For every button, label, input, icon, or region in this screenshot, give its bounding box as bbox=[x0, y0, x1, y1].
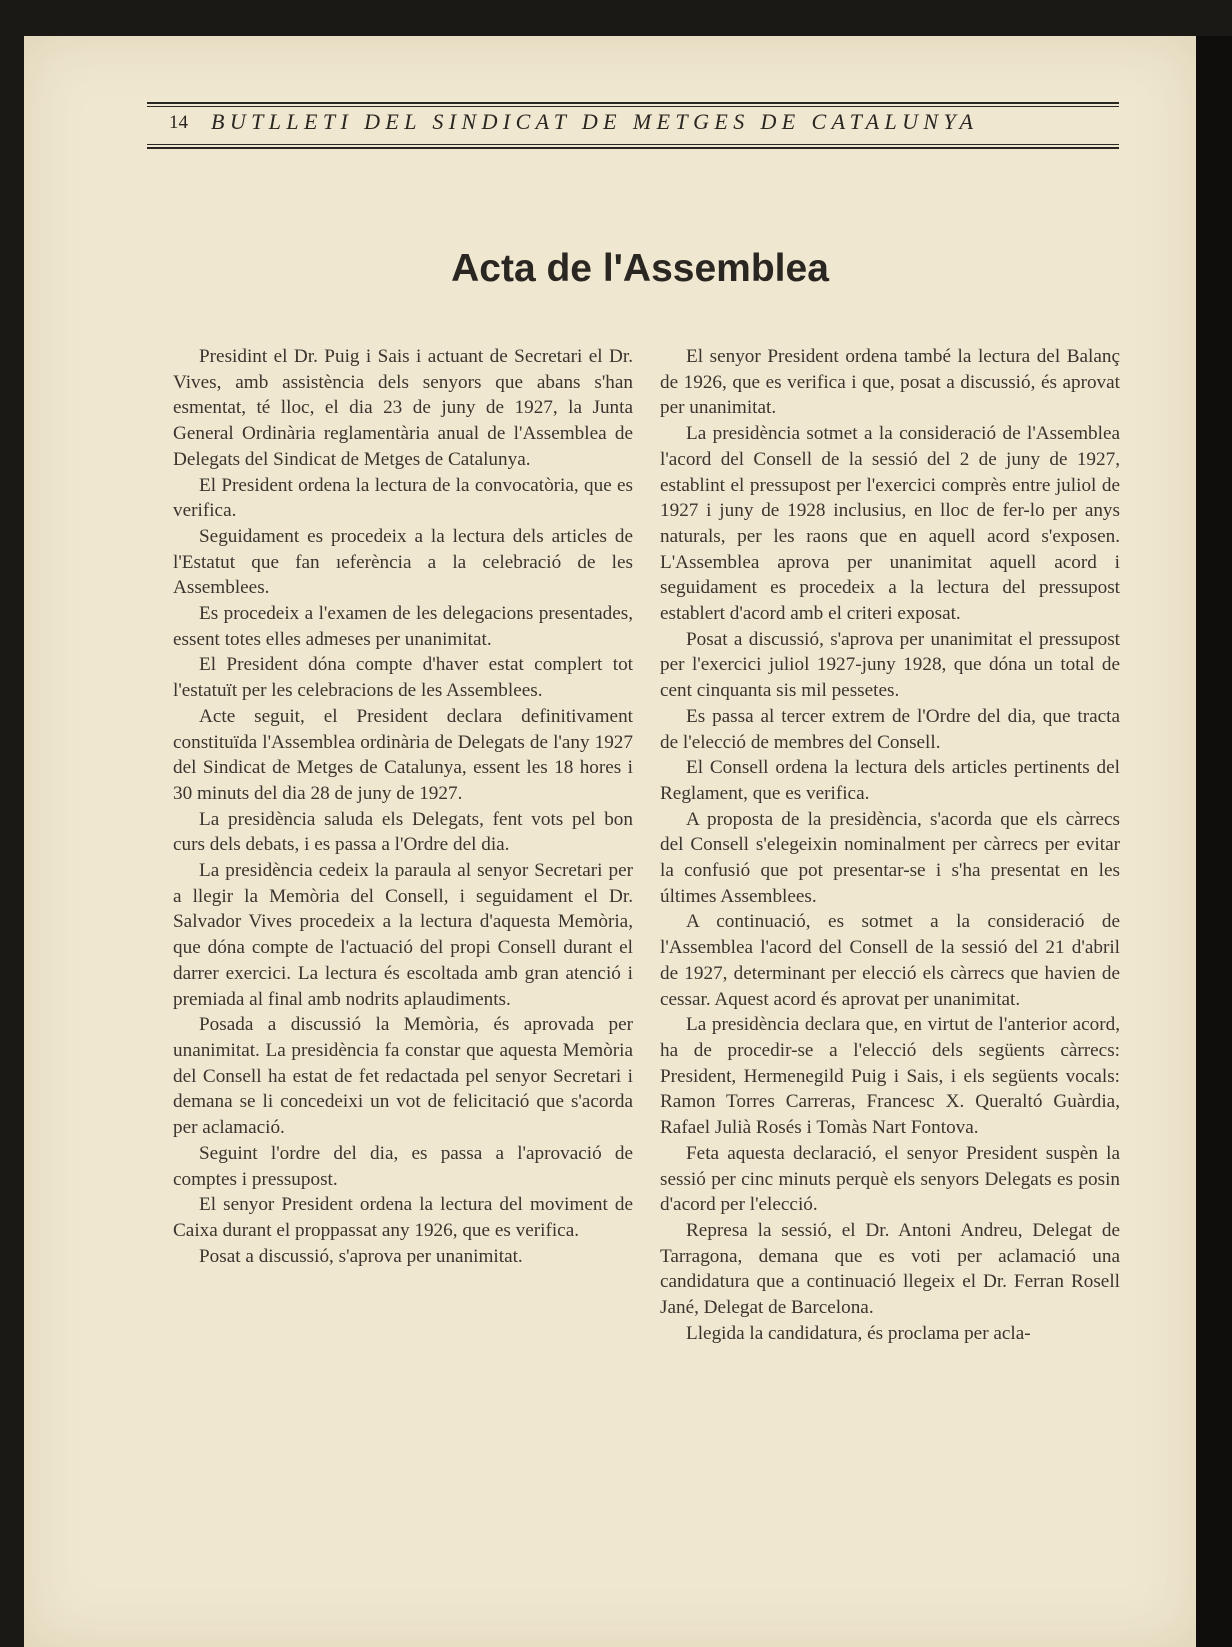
paragraph: Seguidament es procedeix a la lectura dels articles de l'Estatut que fan ıeferència a la celebració de les Assemblees. bbox=[173, 525, 633, 599]
paragraph: La presidència cedeix la paraula al senyor Secretari per a llegir la Memòria del Consell, i seguidament el Dr. Salvador Vives procedeix a la lectura d'aquesta Memòria, que dóna compte de l'actuació del propi Consell durant el darrer exercici. La lectura és escoltada amb gran atenció i premiada al final amb nodrits aplaudiments. bbox=[173, 860, 633, 1010]
paragraph: Posada a discussió la Memòria, és aprovada per unanimitat. La presidència fa constar que aquesta Memòria del Consell ha estat de fet redactada pel senyor Secretari i demana se li concedeixi un vot de felicitació que s'acorda per aclamació. bbox=[173, 1014, 633, 1139]
left-column bbox=[173, 344, 633, 1269]
paragraph: Posat a discussió, s'aprova per unanimitat el pressupost per l'exercici juliol 1927-juny 1928, que dóna un total de cent cinquanta sis mil pessetes. bbox=[660, 628, 1120, 702]
paragraph: Llegida la candidatura, és proclama per acla- bbox=[686, 1322, 1031, 1344]
paragraph: El senyor President ordena també la lectura del Balanç de 1926, que es verifica i que, posat a discussió, és aprovat per unanimitat. bbox=[660, 346, 1120, 419]
paragraph: La presidència sotmet a la consideració de l'Assemblea l'acord del Consell de la sessió del 2 de juny de 1927, establint el pressupost per l'exercici comprès entre juliol de 1927 i juny de 1928 inclusius, en lloc de fer-lo per anys naturals, per les raons que en aquell acord s'exposen. L'Assemblea aprova per unanimitat aquell acord i seguidament es procedeix a la lectura del pressupost establert d'acord amb el criteri exposat. bbox=[660, 423, 1120, 625]
right-column bbox=[660, 344, 1120, 1346]
paragraph: El President ordena la lectura de la convocatòria, que es verifica. bbox=[173, 474, 633, 522]
header-rule-top bbox=[147, 102, 1119, 104]
paragraph: A continuació, es sotmet a la consideració de l'Assemblea l'acord del Consell de la sessió del 21 d'abril de 1927, determinant per elecció els càrrecs que havien de cessar. Aquest acord és aprovat per unanimitat. bbox=[660, 911, 1120, 1010]
page-edge-shadow bbox=[1196, 36, 1232, 1647]
paragraph: El President dóna compte d'haver estat complert tot l'estatuït per les celebracions de les Assemblees. bbox=[173, 654, 633, 702]
article-title: Acta de l'Assemblea bbox=[451, 247, 829, 290]
paragraph: Seguint l'ordre del dia, es passa a l'aprovació de comptes i pressupost. bbox=[173, 1142, 633, 1190]
paragraph: La presidència saluda els Delegats, fent vots pel bon curs dels debats, i es passa a l'Ordre del dia. bbox=[173, 808, 633, 856]
paragraph: Es passa al tercer extrem de l'Ordre del dia, que tracta de l'elecció de membres del Consell. bbox=[660, 705, 1120, 753]
paragraph: Posat a discussió, s'aprova per unanimitat. bbox=[199, 1245, 523, 1267]
page-number: 14 bbox=[169, 112, 188, 133]
header-rule-bottom bbox=[147, 147, 1119, 149]
running-header bbox=[147, 62, 1119, 132]
paragraph: Acte seguit, el President declara definitivament constituïda l'Assemblea ordinària de Delegats de l'any 1927 del Sindicat de Metges de Catalunya, essent les 18 hores i 30 minuts del dia 28 de juny de 1927. bbox=[173, 705, 633, 804]
paragraph: A proposta de la presidència, s'acorda que els càrrecs del Consell s'elegeixin nominalment per càrrecs per evitar la confusió que pot presentar-se i s'ha presentat en les últimes Assemblees. bbox=[660, 808, 1120, 907]
paragraph: Feta aquesta declaració, el senyor President suspèn la sessió per cinc minuts perquè els senyors Delegats es posin d'acord per l'elecció. bbox=[660, 1142, 1120, 1216]
paragraph: Presidint el Dr. Puig i Sais i actuant de Secretari el Dr. Vives, amb assistència dels senyors que abans s'han esmentat, té lloc, el dia 23 de juny de 1927, la Junta General Ordinària reglamentària anual de l'Assemblea de Delegats del Sindicat de Metges de Catalunya. bbox=[173, 346, 633, 470]
paragraph: El senyor President ordena la lectura del moviment de Caixa durant el proppassat any 1926, que es verifica. bbox=[173, 1194, 633, 1241]
header-rule-bottom-thin bbox=[147, 144, 1119, 145]
paragraph: Es procedeix a l'examen de les delegacions presentades, essent totes elles admeses per unanimitat. bbox=[173, 603, 633, 650]
journal-title: BUTLLETI DEL SINDICAT DE METGES DE CATALUNYA bbox=[211, 109, 979, 134]
paragraph: Represa la sessió, el Dr. Antoni Andreu, Delegat de Tarragona, demana que es voti per aclamació una candidatura que a continuació llegeix el Dr. Ferran Rosell Jané, Delegat de Barcelona. bbox=[660, 1219, 1120, 1319]
header-rule-top-thin bbox=[147, 106, 1119, 107]
paragraph: La presidència declara que, en virtut de l'anterior acord, ha de procedir-se a l'elecció dels següents càrrecs: President, Hermenegild Puig i Sais, i els següents vocals: Ramon Torres Carreras, Francesc X. Queraltó Guàrdia, Rafael Julià Rosés i Tomàs Nart Fontova. bbox=[660, 1014, 1120, 1139]
paragraph: El Consell ordena la lectura dels articles pertinents del Reglament, que es verifica. bbox=[660, 757, 1120, 804]
